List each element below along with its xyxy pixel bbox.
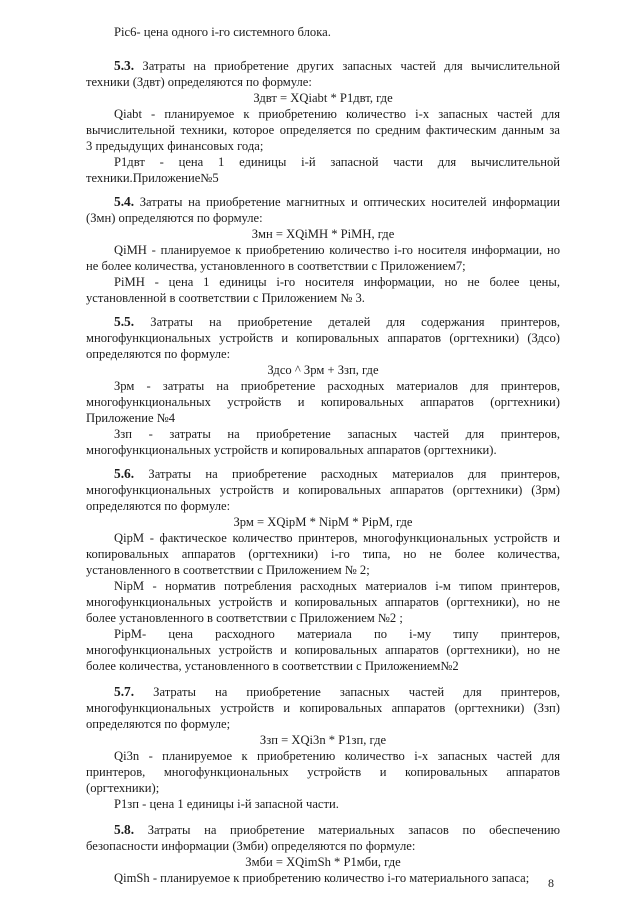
section-number: 5.5.: [114, 314, 135, 329]
formula: Змби = XQimSh * Р1мби, где: [245, 855, 401, 869]
text-line: Затраты на приобретение запасных частей для принтеров,: [153, 685, 561, 699]
formula: Ззп = XQi3n * Р1зп, где: [259, 733, 387, 747]
text-line: PipM- цена расходного материала по i-му типу принтеров,: [114, 627, 560, 641]
text-line: Зрм - затраты на приобретение расходных материалов для принтеров,: [114, 379, 560, 393]
text-line: Р1двт - цена 1 единицы i-й запасной части для вычислительной: [114, 155, 560, 169]
text-line: многофункциональных устройств и копировальных аппаратов (оргтехники).: [86, 443, 497, 457]
text-line: QipM - фактическое количество принтеров, многофункциональных устройств и: [114, 531, 560, 545]
text-line: (Змн) определяются по формуле:: [86, 211, 263, 225]
text-line: установленного в соответствии с Приложением № 2;: [86, 563, 370, 577]
section-5-7-heading: [114, 684, 560, 700]
section-number: 5.6.: [114, 466, 135, 481]
text-line: QimSh - планируемое к приобретению количество i-го материального запаса;: [114, 871, 530, 885]
text-line: Qi3n - планируемое к приобретению количество i-х запасных частей для: [114, 749, 560, 763]
text-line: Р1зп - цена 1 единицы i-й запасной части.: [114, 797, 339, 811]
text-line: более количества, установленного в соответствии с Приложением№2: [86, 659, 459, 673]
text-line: Затраты на приобретение деталей для содержания принтеров,: [150, 315, 560, 329]
text-line: Затраты на приобретение материальных запасов по обеспечению: [147, 823, 560, 837]
text-line: определяются по формуле;: [86, 717, 231, 731]
text-line: многофункциональных устройств и копировальных аппаратов (оргтехники), но не: [86, 595, 560, 609]
text-line: Qiabt - планируемое к приобретению количество i-х запасных частей для: [114, 107, 560, 121]
text-line: принтеров, многофункциональных устройств и копировальных аппаратов: [86, 765, 560, 779]
text-line: установленной в соответствии с Приложением № 3.: [86, 291, 365, 305]
text-line: Ззп - затраты на приобретение запасных частей для принтеров,: [114, 427, 560, 441]
text-line: Затраты на приобретение других запасных частей для вычислительной: [142, 59, 560, 73]
text-line: более установленного в соответствии с Приложением №2 ;: [86, 611, 403, 625]
text-line: Pic6- цена одного i-го системного блока.: [114, 25, 331, 39]
page-number: 8: [548, 876, 554, 890]
text-line: 3 предыдущих финансовых года;: [86, 139, 264, 153]
text-line: безопасности информации (Змби) определяются по формуле:: [86, 839, 416, 853]
text-line: (оргтехники);: [86, 781, 160, 795]
formula: Здсо ^ Зрм + Ззп, где: [267, 363, 379, 377]
text-line: NipM - норматив потребления расходных материалов i-м типом принтеров,: [114, 579, 560, 593]
text-line: определяются по формуле:: [86, 499, 231, 513]
section-5-8-heading: [114, 822, 560, 838]
text-line: QiMH - планируемое к приобретению количество i-го носителя информации, но: [114, 243, 560, 257]
text-line: техники.Приложение№5: [86, 171, 219, 185]
text-line: многофункциональных устройств и копировальных аппаратов (оргтехники): [86, 395, 560, 409]
text-line: многофункциональных устройств и копировальных аппаратов (оргтехники) (Здсо): [86, 331, 560, 345]
text-line: Приложение №4: [86, 411, 176, 425]
text-line: многофункциональных устройств и копировальных аппаратов (оргтехники), но не: [86, 643, 560, 657]
text-line: определяются по формуле:: [86, 347, 231, 361]
section-5-6-heading: [114, 466, 560, 482]
text-line: техники (Здвт) определяются по формуле:: [86, 75, 312, 89]
formula: Змн = XQiMH * PiMH, где: [251, 227, 395, 241]
section-5-3-heading: [114, 58, 560, 74]
section-5-4-heading: [114, 194, 560, 210]
text-line: многофункциональных устройств и копировальных аппаратов (оргтехники) (Зрм): [86, 483, 560, 497]
text-line: многофункциональных устройств и копировальных аппаратов (оргтехники) (Ззп): [86, 701, 560, 715]
section-number: 5.3.: [114, 58, 135, 73]
section-5-5-heading: [114, 314, 560, 330]
text-line: не более количества, установленного в соответствии с Приложением7;: [86, 259, 466, 273]
text-line: Затраты на приобретение магнитных и оптических носителей информации: [139, 195, 560, 209]
section-number: 5.8.: [114, 822, 135, 837]
section-number: 5.4.: [114, 194, 135, 209]
formula: Зрм = XQipM * NipM * PipM, где: [233, 515, 413, 529]
formula: Здвт = XQiabt * Р1двт, где: [253, 91, 393, 105]
text-line: Затраты на приобретение расходных материалов для принтеров,: [148, 467, 560, 481]
text-line: копировальных аппаратов (оргтехники) i-го типа, но не более количества,: [86, 547, 560, 561]
text-line: PiMH - цена 1 единицы i-го носителя информации, но не более цены,: [114, 275, 560, 289]
section-number: 5.7.: [114, 684, 135, 699]
text-line: вычислительной техники, которое определяется по средним фактическим данным за: [86, 123, 560, 137]
